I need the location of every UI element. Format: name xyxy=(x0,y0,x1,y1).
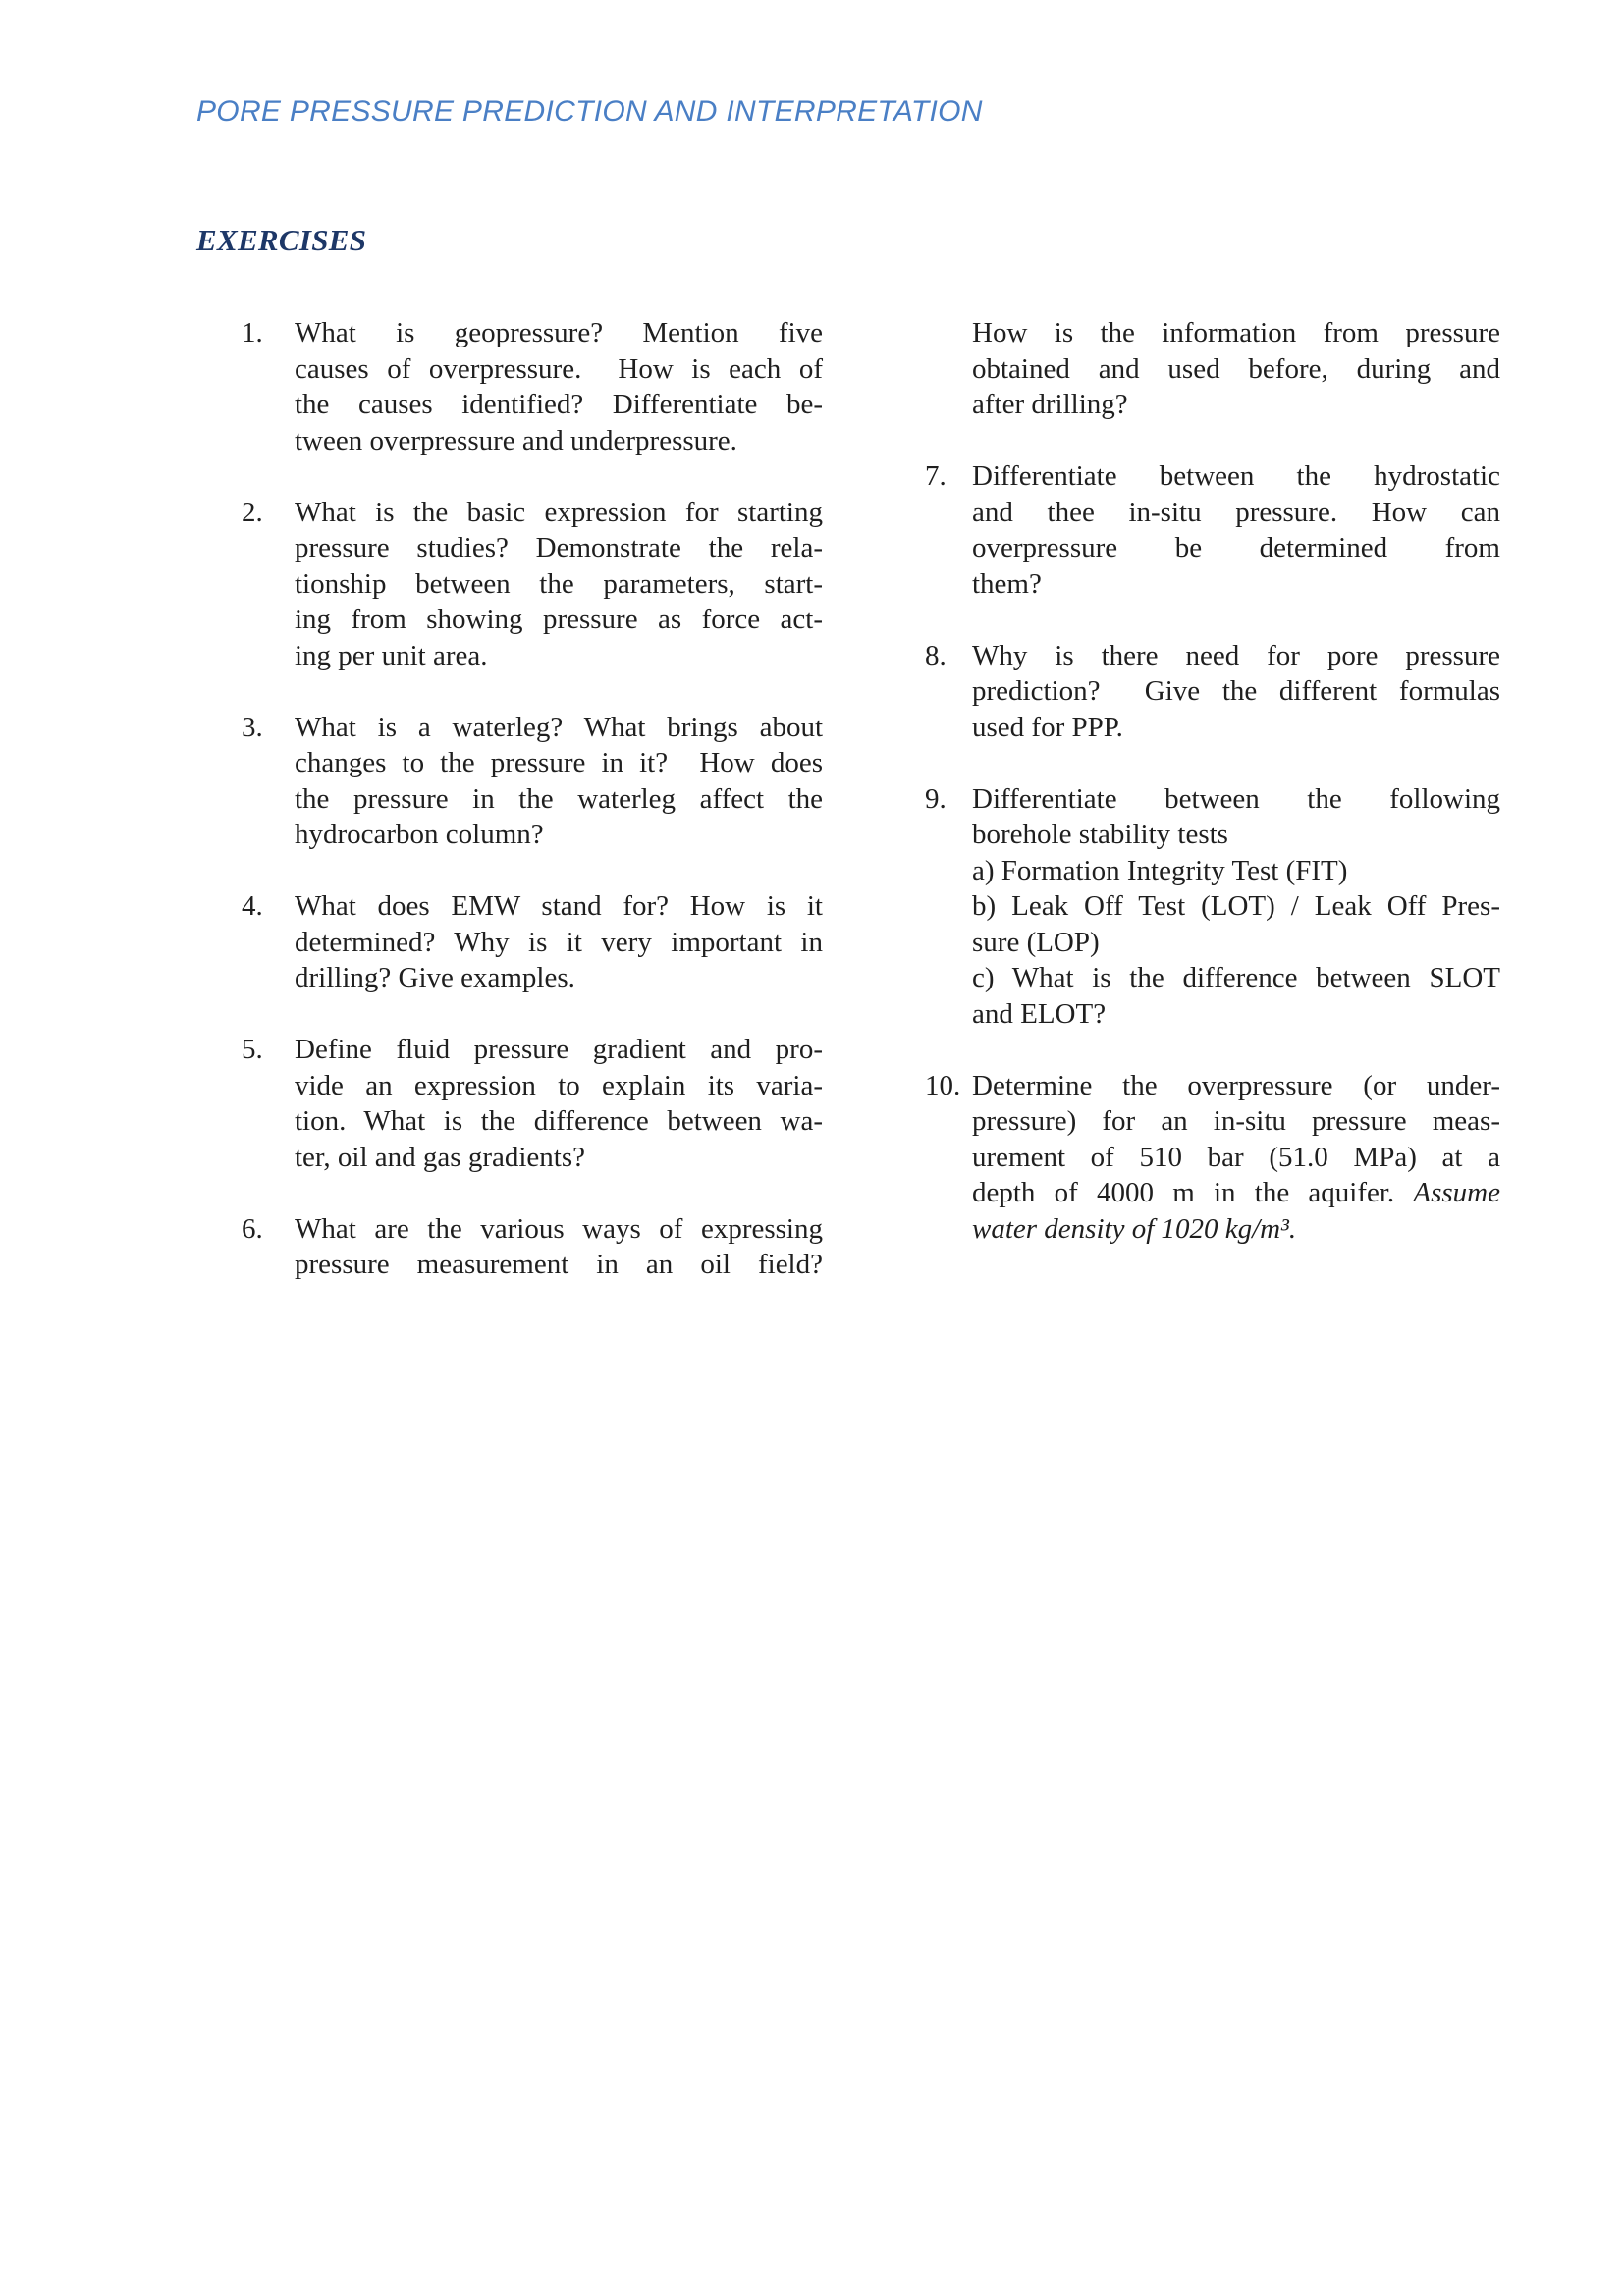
question-item xyxy=(925,315,1510,423)
question-item xyxy=(925,1068,1510,1248)
question-item xyxy=(925,781,1510,1033)
question-number: 4. xyxy=(242,890,263,922)
question-item xyxy=(242,495,831,674)
question-line: How is the information from pressure xyxy=(972,317,1500,348)
question-line: determined? Why is it very important in xyxy=(295,926,823,958)
question-line: borehole stability tests xyxy=(972,819,1228,850)
question-line: urement of 510 bar (51.0 MPa) at a xyxy=(972,1141,1500,1173)
italic-text: Assume xyxy=(1413,1177,1500,1208)
question-text xyxy=(972,638,1500,746)
question-line: sure (LOP) xyxy=(972,926,1100,958)
question-line: a) Formation Integrity Test (FIT) xyxy=(972,854,1348,886)
question-line: them? xyxy=(972,567,1042,600)
question-line: used for PPP. xyxy=(972,711,1123,743)
question-line: pressure measurement in an oil field? xyxy=(295,1249,823,1280)
question-line: Define fluid pressure gradient and pro- xyxy=(295,1034,823,1065)
question-item xyxy=(925,638,1510,746)
question-line: Why is there need for pore pressure xyxy=(972,639,1500,671)
question-line xyxy=(972,1175,1500,1211)
question-line: tween overpressure and underpressure. xyxy=(295,424,737,456)
question-line: hydrocarbon column? xyxy=(295,819,544,850)
question-item xyxy=(925,458,1510,602)
question-line: causes of overpressure. How is each of xyxy=(295,352,823,385)
question-line: Differentiate between the following xyxy=(972,782,1500,815)
question-line: and ELOT? xyxy=(972,997,1107,1030)
question-line: What does EMW stand for? How is it xyxy=(295,890,823,922)
question-text xyxy=(295,1032,823,1175)
question-line: water density of 1020 kg/m³. xyxy=(972,1212,1297,1245)
left-column xyxy=(242,315,831,1318)
question-line: tionship between the parameters, start- xyxy=(295,567,823,600)
question-line: obtained and used before, during and xyxy=(972,352,1500,385)
right-column xyxy=(925,315,1510,1283)
question-line: the pressure in the waterleg affect the xyxy=(295,782,823,815)
question-item xyxy=(242,1211,831,1283)
question-text xyxy=(972,781,1500,1033)
question-text xyxy=(972,458,1500,602)
question-line: ing per unit area. xyxy=(295,639,488,671)
question-line: changes to the pressure in it? How does xyxy=(295,747,823,778)
question-line: b) Leak Off Test (LOT) / Leak Off Pres- xyxy=(972,890,1500,922)
question-line: pressure studies? Demonstrate the rela- xyxy=(295,532,823,563)
question-number: 9. xyxy=(925,782,947,815)
question-line: tion. What is the difference between wa- xyxy=(295,1105,823,1137)
question-line: drilling? Give examples. xyxy=(295,962,575,993)
question-text xyxy=(295,1211,823,1283)
section-heading: EXERCISES xyxy=(196,223,367,257)
question-line: prediction? Give the different formulas xyxy=(972,675,1500,707)
question-line: pressure) for an in-situ pressure meas- xyxy=(972,1105,1500,1137)
question-text xyxy=(295,710,823,853)
question-text xyxy=(295,315,823,458)
question-line: and thee in-situ pressure. How can xyxy=(972,496,1500,528)
running-header: PORE PRESSURE PREDICTION AND INTERPRETATION xyxy=(196,95,983,128)
question-line: What is a waterleg? What brings about xyxy=(295,711,823,743)
question-text xyxy=(972,315,1500,423)
question-line: overpressure be determined from xyxy=(972,532,1500,563)
question-text xyxy=(295,495,823,674)
question-line: What is geopressure? Mention five xyxy=(295,317,823,348)
question-line: Determine the overpressure (or under- xyxy=(972,1069,1500,1101)
question-line: ing from showing pressure as force act- xyxy=(295,604,823,635)
question-item xyxy=(242,1032,831,1175)
question-line: c) What is the difference between SLOT xyxy=(972,962,1500,993)
question-number: 5. xyxy=(242,1034,263,1065)
question-item xyxy=(242,315,831,458)
question-text xyxy=(295,888,823,996)
question-number: 1. xyxy=(242,317,263,348)
question-line: Differentiate between the hydrostatic xyxy=(972,460,1500,492)
question-line: after drilling? xyxy=(972,389,1128,420)
question-number: 6. xyxy=(242,1212,263,1245)
plain-text: depth of 4000 m in the aquifer. xyxy=(972,1177,1414,1208)
question-item xyxy=(242,888,831,996)
question-number: 2. xyxy=(242,496,263,528)
question-item xyxy=(242,710,831,853)
question-number: 8. xyxy=(925,639,947,671)
question-line: the causes identified? Differentiate be- xyxy=(295,389,823,420)
question-number: 3. xyxy=(242,711,263,743)
question-number: 10. xyxy=(925,1069,961,1101)
question-line: ter, oil and gas gradients? xyxy=(295,1141,585,1173)
question-line: vide an expression to explain its varia- xyxy=(295,1069,823,1101)
question-text xyxy=(972,1068,1500,1248)
question-number: 7. xyxy=(925,460,947,492)
question-line: What are the various ways of expressing xyxy=(295,1212,823,1245)
question-line: What is the basic expression for starting xyxy=(295,496,823,528)
